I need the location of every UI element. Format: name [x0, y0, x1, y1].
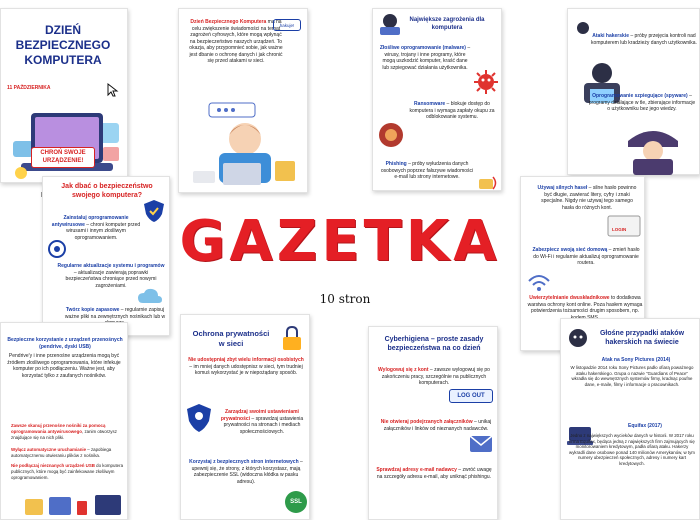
- threat-item-ransomware: Ransomware – blokuje dostęp do komputera i wymaga zapłaty okupu za odblokowanie systemu.: [409, 101, 495, 120]
- hygiene-title: Cyberhigiena – proste zasady bezpieczeństwa na co dzień: [384, 336, 484, 352]
- spy-illustration: [608, 121, 698, 175]
- equifax-heading: Equifax (2017): [628, 423, 662, 429]
- famous-title: Głośne przypadki ataków hakerskich na świecie: [599, 330, 685, 346]
- password-item-wifi: Zabezpiecz swoją sieć domową – zmień hasło do Wi-Fi i regularnie aktualizuj oprogramowanie routera.: [532, 247, 640, 266]
- login-form-icon: [607, 215, 641, 237]
- protect-device-button[interactable]: CHROŃ SWOJE URZĄDZENIE!: [31, 147, 95, 168]
- attack-item-spyware: Oprogramowanie szpiegujące (spyware) – programy działające w tle, zbierające informacje o użytkowniku bez jego wiedzy.: [588, 93, 696, 112]
- poster-threats: [372, 8, 502, 191]
- attack-item-hacking: Ataki hakerskie – próby przejęcia kontroli nad komputerem lub kradzieży danych użytkownika.: [591, 33, 697, 46]
- usb-title: Bezpieczne korzystanie z urządzeń przenośnych (pendrive, dyski USB): [7, 337, 123, 350]
- login-badge: LOGIN: [612, 227, 627, 232]
- poster-protect: [42, 176, 170, 336]
- threats-title: Największe zagrożenia dla komputera: [409, 17, 485, 31]
- protect-item-backup: Twórz kopie zapasowe – regularnie zapisuj ważne pliki na zewnętrznych nośnikach lub w: [64, 307, 166, 320]
- protect-title: Jak dbać o bezpieczeństwo swojego komputera?: [61, 183, 153, 199]
- hygiene-item-logout: Wylogowuj się z kont – zawsze wylogowuj się po zakończeniu pracy, szczególnie na publicznych komputerach.: [378, 367, 490, 386]
- sony-text: W listopadzie 2014 roku Sony Pictures padło ofiarą poważnego ataku hakerskiego. Grupa o nazwie "Guardians of Peace" wkradła się do wewnętrznych systemów firmy, kradnąc poufne dane, e-maile, filmy i informacje o pracownikach.: [570, 365, 694, 387]
- poster-cover: [0, 8, 128, 183]
- hygiene-item-sender: Sprawdzaj adresy e-mail nadawcy – zwróć uwagę na szczegóły adresu e-mail, aby uniknąć phishingu.: [376, 467, 492, 480]
- poster-attacks: [567, 8, 700, 175]
- cover-title: DZIEŃ BEZPIECZNEGO KOMPUTERA: [15, 23, 111, 67]
- poster-hygiene: [368, 326, 498, 520]
- usb-item-scan: Zawsze skanuj przenośne nośniki za pomocą oprogramowania antywirusowego, zanim otworzysz znajdujące się na nich pliki.: [11, 423, 117, 440]
- laptop-illustration: [11, 101, 123, 181]
- update-icon: [47, 239, 67, 259]
- privacy-item-ssl: Korzystaj z bezpiecznych stron internetowych – upewnij się, że strony, z których korzystasz, mają zabezpieczenie SSL (widoczna kłódka w pasku adresu).: [189, 459, 303, 485]
- privacy-item-share: Nie udostępniaj zbyt wielu informacji osobistych – im mniej danych udostępnisz w sieci, tym trudniej komuś wykorzystać je w niepożądany sposób.: [188, 357, 304, 376]
- privacy-title: Ochrona prywatności w sieci: [192, 329, 270, 348]
- logout-button[interactable]: LOG OUT: [449, 389, 493, 403]
- usb-item-autorun: Wyłącz automatyczne uruchamianie – zapobiega automatycznemu otwieraniu plików z nośnika.: [11, 447, 112, 458]
- hacker-mask-icon: [567, 327, 589, 349]
- sony-heading: Atak na Sony Pictures (2014): [601, 357, 671, 363]
- speech-bubble: hakuje!: [273, 19, 301, 31]
- poster-intro: [178, 8, 308, 193]
- protect-item-updates: Regularne aktualizacje systemu i programów – aktualizacje zawierają poprawki bezpieczeństwa chroniące przed nowymi zagrożeniami.: [57, 263, 165, 289]
- equifax-text: Jedno z największych wycieków danych w historii. W 2017 roku firma Equifax, będąca jedną z największych firm zajmujących się monitorowaniem kredytowym, padła ofiarą ataku. Hakerzy wykradli dane osobowe ponad 140 milionów Amerykanów, w tym numery ubezpieczeń społecznych, adresy i numery kart kredytowych.: [569, 433, 695, 466]
- ssl-badge: SSL: [285, 491, 307, 513]
- threat-item-phishing: Phishing – próby wyłudzenia danych osobowych poprzez fałszywe wiadomości e-mail lub strony internetowe.: [380, 161, 474, 180]
- poster-usb: [0, 322, 128, 520]
- usb-intro: Pendrive'y i inne przenośne urządzenia mogą być źródłem złośliwego oprogramowania, które infekuje komputer po ich podłączeniu. Ważne jest, aby korzystać tylko z zaufanych nośników.: [7, 353, 121, 379]
- wifi-icon: [527, 273, 551, 293]
- privacy-item-settings: Zarządzaj swoimi ustawieniami prywatności – sprawdzaj ustawienia prywatności na stronach i mediach społecznościowych.: [220, 409, 304, 435]
- virus-icon: [473, 69, 499, 95]
- email-warning-icon: [469, 433, 493, 453]
- password-item-strong: Używaj silnych haseł – silne hasło powinno być długie, zawierać litery, cyfry i znaki specjalne. Nigdy nie używaj tego samego hasła do różnych kont.: [537, 185, 637, 211]
- usb-item-unknown: Nie podłączaj nieznanych urządzeń USB do komputera publicznych, które mogą być zainfekowane złośliwym oprogramowaniem.: [11, 463, 124, 480]
- shield-icon: [143, 199, 165, 223]
- poster-famous-attacks: [560, 318, 700, 520]
- main-title: GAZETKA: [179, 209, 501, 274]
- ransomware-icon: [377, 121, 405, 151]
- cover-date: 11 PAŹDZIERNIKA: [7, 85, 51, 91]
- password-item-2fa: Uwierzytelnianie dwuskładnikowe to dodatkowa warstwa ochrony kont online. Poza hasłem wymaga potwierdzenia tożsamości drugim sposobem, np.: [527, 295, 643, 314]
- page-count: 10 stron: [319, 292, 371, 306]
- poster-privacy: [180, 314, 310, 520]
- hacker-icon: [377, 13, 403, 35]
- threat-item-malware: Złośliwe oprogramowanie (malware) – wirusy, trojany i inne programy, które mogą uszkodzić komputer, kraść dane lub szpiegować działania użytkownika.: [379, 45, 471, 71]
- intro-text: Dzień Bezpiecznego Komputera ma na celu zwiększenie świadomości na temat zagrożeń cyfrowych, które mogą wpłynąć na bezpieczeństwo naszych urządzeń. To okazja, aby przypomnieć sobie, jak ważne jest dbanie o ochronę danych i jak chronić się przed atakami w sieci.: [189, 19, 283, 64]
- usb-devices-illustration: [21, 491, 125, 519]
- fishing-hook-icon: [477, 175, 499, 191]
- hygiene-item-attachments: Nie otwieraj podejrzanych załączników – unikaj załączników i linków od nieznanych nadawców.: [380, 419, 492, 432]
- privacy-settings-icon: [185, 403, 213, 433]
- cloud-backup-icon: [137, 287, 163, 307]
- boy-with-laptop-illustration: [189, 101, 301, 191]
- protect-item-antivirus: Zainstaluj oprogramowanie antywirusowe – chroni komputer przed wirusami i innym złośliwym oprogramowaniem.: [51, 215, 141, 241]
- lock-icon: [281, 325, 303, 351]
- cursor-icon: [107, 83, 119, 97]
